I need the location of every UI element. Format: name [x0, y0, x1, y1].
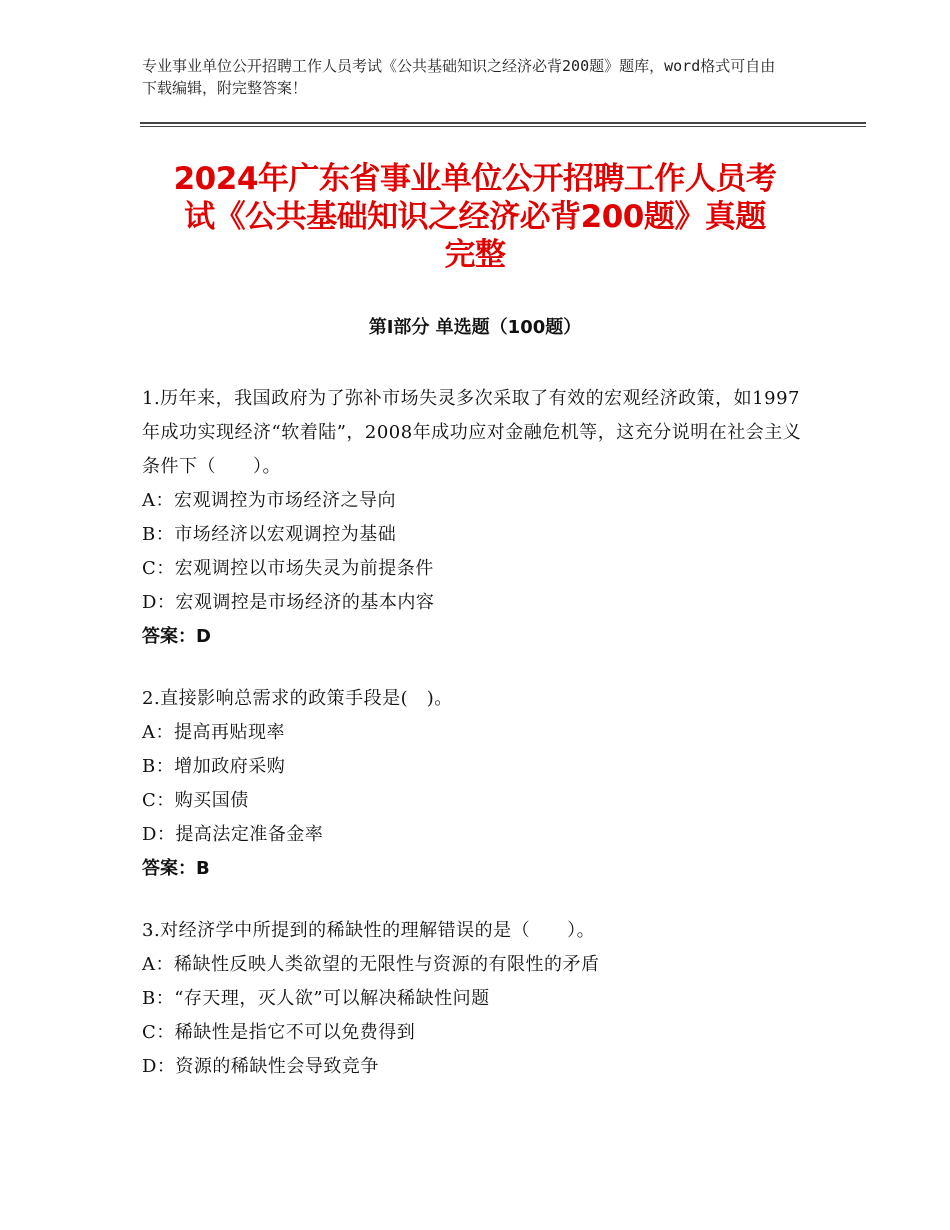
question-list — [142, 382, 802, 1112]
question-item — [142, 382, 802, 654]
option-c: C：购买国债 — [142, 790, 249, 811]
option-d: D：提高法定准备金率 — [142, 824, 324, 845]
option-b: B：增加政府采购 — [142, 756, 286, 777]
question-stem: 2.直接影响总需求的政策手段是( )。 — [142, 688, 453, 709]
header-note: 专业事业单位公开招聘工作人员考试《公共基础知识之经济必背200题》题库，word格式可自由下载编辑，附完整答案！ — [142, 57, 776, 97]
option-b: B：“存天理，灭人欲”可以解决稀缺性问题 — [142, 988, 490, 1009]
option-a: A：提高再贴现率 — [142, 722, 285, 743]
option-a: A：稀缺性反映人类欲望的无限性与资源的有限性的矛盾 — [142, 954, 600, 975]
answer-label: 答案：D — [142, 626, 211, 647]
option-c: C：宏观调控以市场失灵为前提条件 — [142, 558, 434, 579]
document-title-line: 2024年广东省事业单位公开招聘工作人员考 — [173, 161, 777, 197]
answer-label: 答案：B — [142, 858, 210, 879]
question-item — [142, 682, 802, 886]
header-rule-thin — [140, 126, 866, 127]
question-stem: 3.对经济学中所提到的稀缺性的理解错误的是（ ）。 — [142, 920, 596, 941]
option-a: A：宏观调控为市场经济之导向 — [142, 490, 396, 511]
option-d: D：资源的稀缺性会导致竞争 — [142, 1056, 379, 1077]
question-stem: 1.历年来，我国政府为了弥补市场失灵多次采取了有效的宏观经济政策，如1997年成功实现经济“软着陆”，2008年成功应对金融危机等，这充分说明在社会主义条件下（ ）。 — [142, 388, 802, 477]
option-b: B：市场经济以宏观调控为基础 — [142, 524, 397, 545]
header-rule-thick — [140, 122, 866, 124]
document-title-line: 完整 — [444, 237, 506, 273]
option-c: C：稀缺性是指它不可以免费得到 — [142, 1022, 416, 1043]
option-d: D：宏观调控是市场经济的基本内容 — [142, 592, 435, 613]
document-title-line: 试《公共基础知识之经济必背200题》真题 — [184, 199, 766, 235]
question-item — [142, 914, 802, 1084]
section-title: 第Ⅰ部分 单选题（100题） — [368, 317, 582, 338]
document-title — [120, 160, 830, 274]
